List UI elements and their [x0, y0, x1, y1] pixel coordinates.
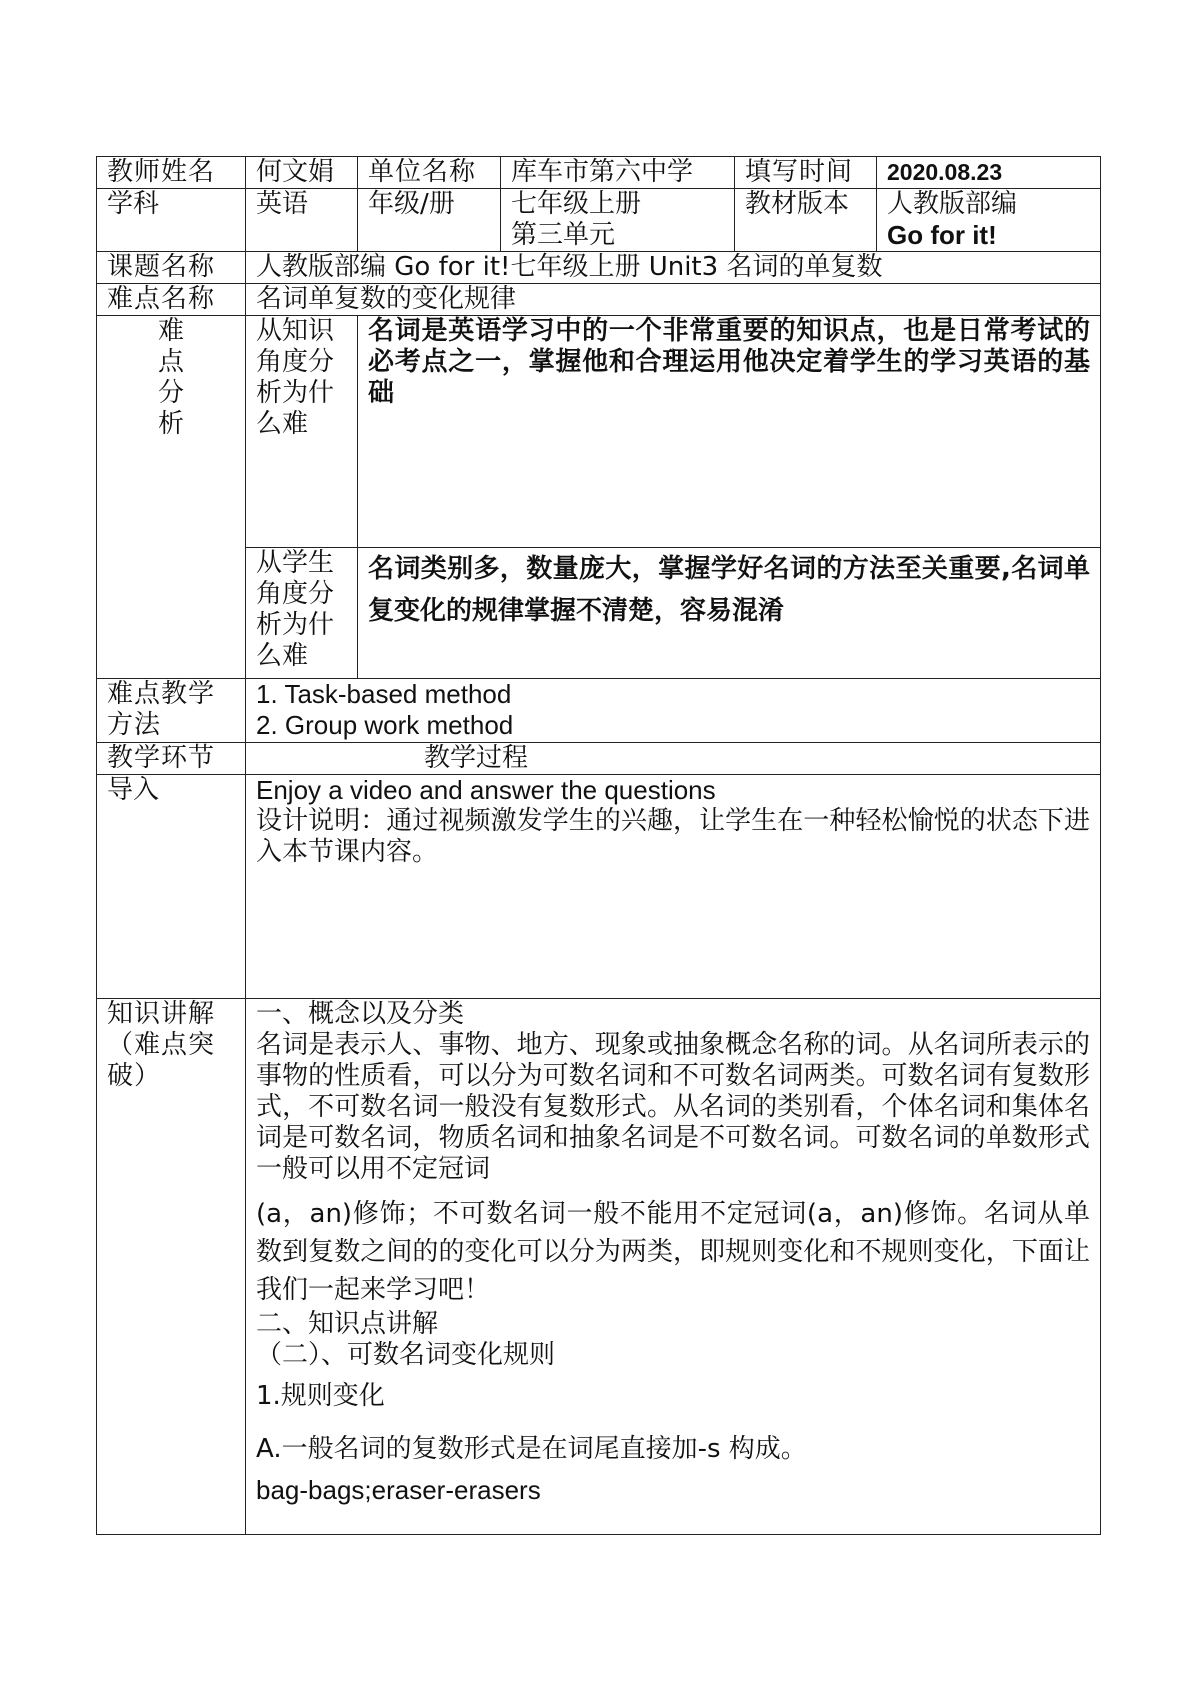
- explain-heading-1: 一、概念以及分类: [256, 999, 465, 1029]
- explain-heading-2: 二、知识点讲解: [256, 1309, 439, 1339]
- difficulty-label: 难点名称: [97, 284, 246, 316]
- stage-label: 教学环节: [97, 743, 246, 775]
- intro-line-1: Enjoy a video and answer the questions: [256, 775, 716, 805]
- methods-row: [97, 679, 1101, 743]
- grade-label: 年级/册: [358, 189, 501, 252]
- difficulty-value: 名词单复数的变化规律: [246, 284, 1101, 316]
- edition-value: [877, 189, 1101, 252]
- date-label: 填写时间: [735, 157, 877, 189]
- method-item-2: 2. Group work method: [256, 710, 514, 740]
- header-row-2: [97, 189, 1101, 252]
- rule-regular: 1.规则变化: [256, 1381, 385, 1411]
- intro-line-2: 设计说明：通过视频激发学生的兴趣，让学生在一种轻松愉悦的状态下进入本节课内容。: [256, 806, 1090, 867]
- subject-label: 学科: [97, 189, 246, 252]
- methods-label: 难点教学方法: [97, 679, 246, 743]
- unit-label: 单位名称: [358, 157, 501, 189]
- analysis-label: [97, 316, 246, 679]
- rule-a-example: bag-bags;eraser-erasers: [256, 1475, 541, 1505]
- grade-line-2: 第三单元: [511, 220, 616, 250]
- intro-label: 导入: [97, 775, 246, 999]
- intro-content: [246, 775, 1101, 999]
- analysis-student-row: [97, 548, 1101, 679]
- explain-para-2: (a，an)修饰；不可数名词一般不能用不定冠词(a，an)修饰。名词从单数到复数之间的的变化可以分为两类，即规则变化和不规则变化，下面让我们一起来学习吧！: [256, 1199, 1090, 1305]
- edition-line-1: 人教版部编: [887, 189, 1018, 219]
- date-value: 2020.08.23: [877, 157, 1101, 189]
- knowledge-angle-label: 从知识角度分析为什么难: [246, 316, 358, 548]
- explain-para-1: 名词是表示人、事物、地方、现象或抽象概念名称的词。从名词所表示的事物的性质看，可以分为可数名词和不可数名词两类。可数名词有复数形式，不可数名词一般没有复数形式。从名词的类别看，个体名词和集体名词是可数名词，物质名词和抽象名词是不可数名词。可数名词的单数形式一般可以用不定冠词: [256, 1030, 1090, 1184]
- analysis-knowledge-row: [97, 316, 1101, 548]
- lesson-plan-table: [96, 156, 1101, 1535]
- teacher-value: 何文娟: [246, 157, 358, 189]
- process-label: 教学过程: [246, 743, 1101, 775]
- topic-row: [97, 252, 1101, 284]
- student-angle-text: 名词类别多，数量庞大，掌握学好名词的方法至关重要,名词单复变化的规律掌握不清楚，容易混淆: [358, 548, 1101, 679]
- header-row-1: [97, 157, 1101, 189]
- analysis-char-3: 分: [157, 378, 184, 408]
- topic-value: 人教版部编 Go for it!七年级上册 Unit3 名词的单复数: [246, 252, 1101, 284]
- difficulty-row: [97, 284, 1101, 316]
- subject-value: 英语: [246, 189, 358, 252]
- explain-content: [246, 999, 1101, 1535]
- method-item-1: 1. Task-based method: [256, 679, 512, 709]
- analysis-char-2: 点: [157, 347, 184, 377]
- explain-heading-3: （二）、可数名词变化规则: [256, 1340, 556, 1370]
- process-header-row: [97, 743, 1101, 775]
- grade-line-1: 七年级上册: [511, 189, 642, 219]
- edition-label: 教材版本: [735, 189, 877, 252]
- explain-label: 知识讲解（难点突破）: [97, 999, 246, 1535]
- analysis-char-1: 难: [157, 316, 184, 346]
- rule-a: A.一般名词的复数形式是在词尾直接加-s 构成。: [256, 1434, 807, 1464]
- knowledge-angle-text: 名词是英语学习中的一个非常重要的知识点，也是日常考试的必考点之一，掌握他和合理运用他决定着学生的学习英语的基础: [358, 316, 1101, 548]
- explain-row: [97, 999, 1101, 1535]
- methods-list: [246, 679, 1101, 743]
- edition-line-2: Go for it!: [887, 220, 997, 250]
- unit-value: 库车市第六中学: [501, 157, 735, 189]
- intro-row: [97, 775, 1101, 999]
- teacher-label: 教师姓名: [97, 157, 246, 189]
- analysis-char-4: 析: [157, 409, 184, 439]
- student-angle-label: 从学生角度分析为什么难: [246, 548, 358, 679]
- topic-label: 课题名称: [97, 252, 246, 284]
- grade-value: [501, 189, 735, 252]
